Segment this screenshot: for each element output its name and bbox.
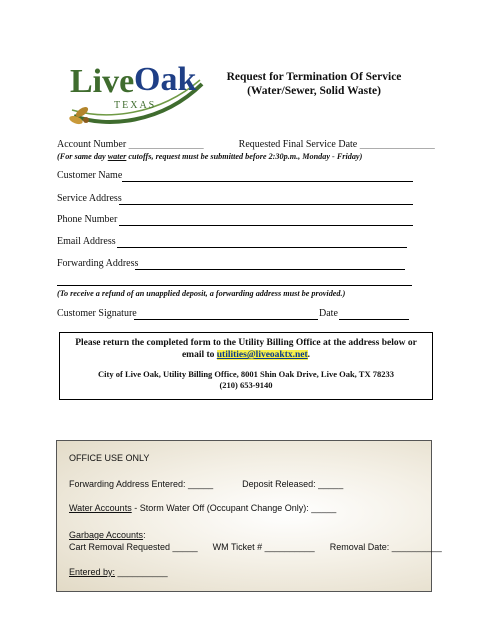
garbage-accounts-label: Garbage Accounts	[69, 530, 144, 540]
logo-texas-text: TEXAS	[114, 100, 157, 111]
logo-live-text: Live	[70, 63, 135, 100]
account-number-label: Account Number	[57, 139, 127, 150]
forwarding-entered-text: Forwarding Address Entered: _____	[69, 479, 214, 489]
service-address-label: Service Address	[57, 193, 122, 204]
account-number-blank[interactable]: _______________	[128, 139, 204, 150]
removal-date-text: Removal Date: __________	[329, 542, 442, 552]
customer-name-line[interactable]	[122, 181, 413, 182]
water-accounts-label: Water Accounts	[69, 503, 132, 513]
billing-office-address	[60, 369, 432, 391]
cutoff-note-post: cutoffs, request must be submitted before 2:30p.m., Monday - Friday)	[126, 152, 363, 161]
cutoff-note-water: water	[107, 152, 127, 161]
cart-removal-text: Cart Removal Requested _____	[69, 542, 198, 552]
entered-by-blank: __________	[115, 567, 168, 577]
billing-phone: (210) 653-9140	[219, 380, 273, 390]
account-row	[57, 139, 435, 150]
billing-email-link[interactable]: utilities@liveoaktx.net	[216, 350, 308, 360]
customer-signature-line[interactable]	[134, 319, 318, 320]
cart-removal-line	[69, 542, 442, 552]
return-instructions-text	[60, 337, 432, 361]
final-service-date-blank[interactable]: _______________	[359, 139, 435, 150]
phone-number-label: Phone Number	[57, 214, 118, 225]
return-line1: Please return the completed form to the Utility Billing Office at the address below or	[75, 338, 417, 348]
forwarding-address-label: Forwarding Address	[57, 258, 139, 269]
return-instructions-box	[59, 332, 433, 400]
live-oak-logo	[66, 50, 206, 132]
water-accounts-text: - Storm Water Off (Occupant Change Only): _____	[131, 503, 337, 513]
final-service-date-label: Requested Final Service Date	[238, 139, 358, 150]
cutoff-note-pre: (For same day	[57, 152, 108, 161]
logo-oak-text: Oak	[134, 61, 197, 98]
office-use-box	[56, 440, 442, 592]
cutoff-note	[57, 152, 362, 161]
phone-number-line[interactable]	[119, 225, 413, 226]
forwarding-address-line-2[interactable]	[57, 285, 412, 286]
office-use-header: OFFICE USE ONLY	[69, 453, 150, 463]
form-title-line1: Request for Termination Of Service	[226, 71, 402, 83]
entered-by-label: Entered by:	[69, 567, 116, 577]
forwarding-address-line-1[interactable]	[135, 269, 405, 270]
wm-ticket-text: WM Ticket # __________	[212, 542, 315, 552]
billing-address-line: City of Live Oak, Utility Billing Office, 8001 Shin Oak Drive, Live Oak, TX 78233	[98, 369, 394, 379]
deposit-released-text: Deposit Released: _____	[242, 479, 344, 489]
forwarding-entered-line	[69, 479, 343, 489]
garbage-accounts-line	[69, 530, 146, 540]
garbage-accounts-colon: :	[143, 530, 146, 540]
email-address-line[interactable]	[117, 247, 407, 248]
water-accounts-line	[69, 503, 336, 513]
customer-name-label: Customer Name	[57, 170, 123, 181]
service-address-line[interactable]	[119, 204, 413, 205]
return-line2-post: .	[307, 350, 311, 360]
signature-date-label: Date	[319, 308, 338, 319]
return-line2-pre: email to	[181, 350, 217, 360]
live-oak-logo-graphic	[66, 50, 206, 132]
refund-note: (To receive a refund of an unapplied deposit, a forwarding address must be provided.)	[57, 289, 346, 298]
signature-date-line[interactable]	[339, 319, 409, 320]
customer-signature-label: Customer Signature	[57, 308, 137, 319]
form-title-line2: (Water/Sewer, Solid Waste)	[247, 85, 381, 97]
form-title	[214, 70, 414, 98]
email-address-label: Email Address	[57, 236, 116, 247]
entered-by-line	[69, 567, 168, 577]
